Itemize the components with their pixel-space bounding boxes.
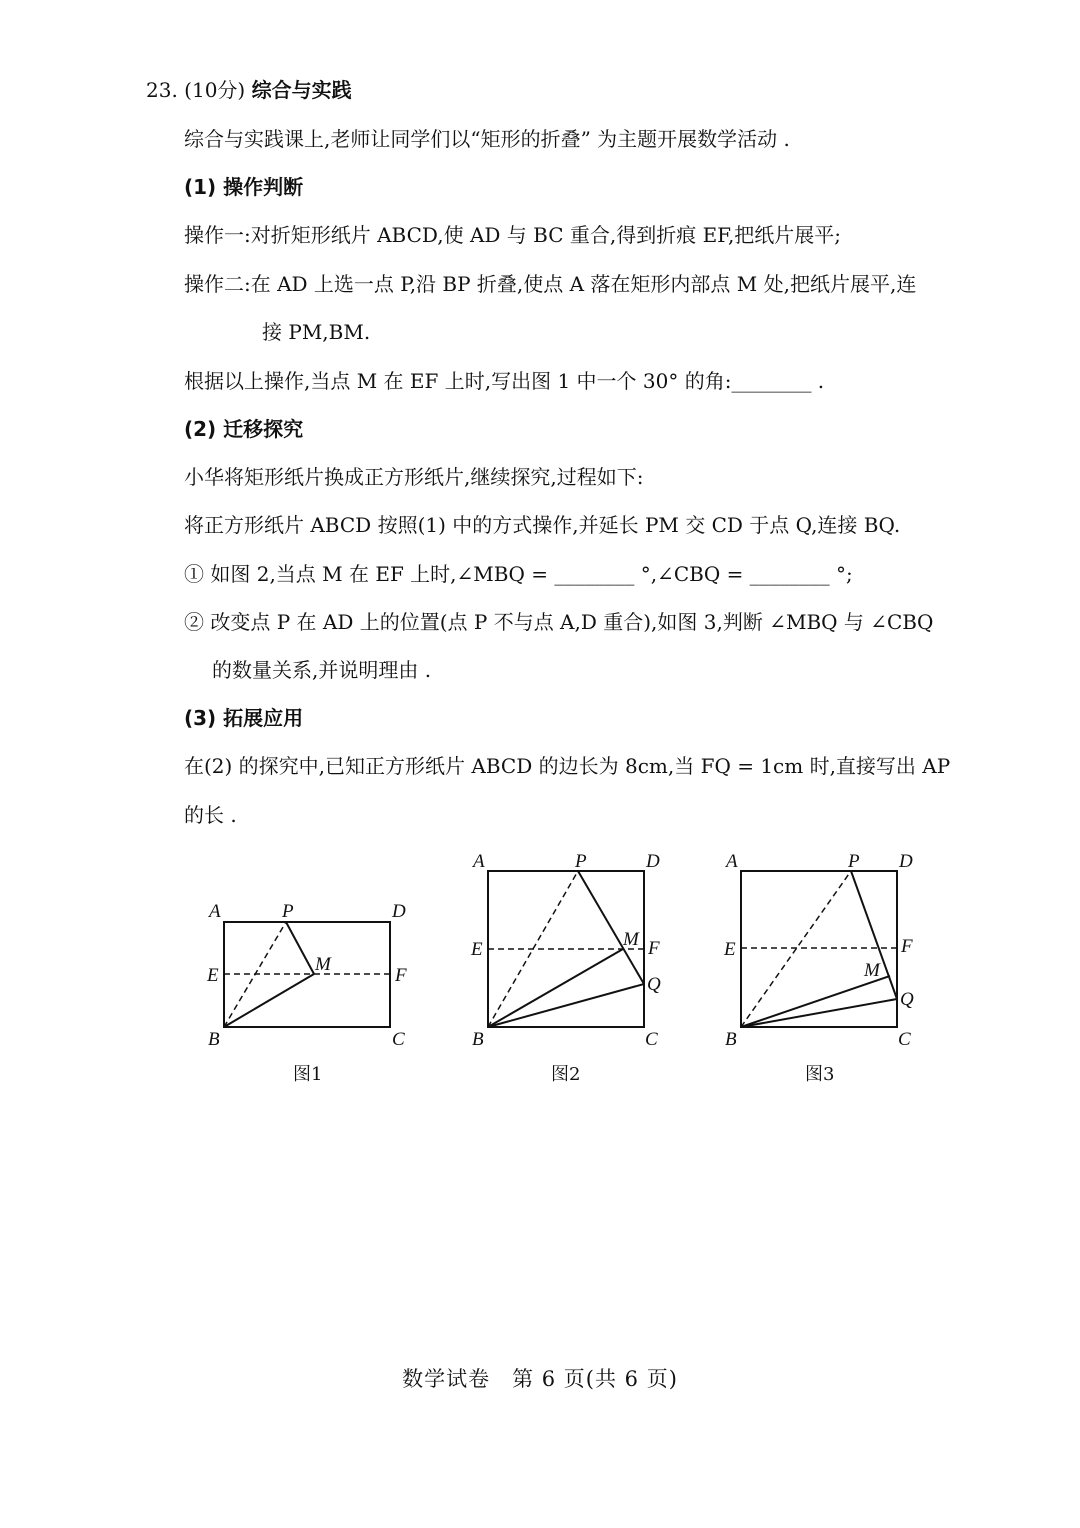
figure-2-caption: 图2 — [551, 1064, 581, 1085]
fold-line-bp — [741, 871, 851, 1027]
operation-two-cont: 接 PM,BM. — [262, 320, 371, 344]
question-2-1: ① 如图 2,当点 M 在 EF 上时,∠MBQ = ________ °,∠CBQ = ________ °; — [184, 562, 853, 586]
part3-title: (3) 拓展应用 — [184, 706, 304, 730]
label-a: A — [726, 851, 738, 872]
intro-text: 综合与实践课上,老师让同学们以“矩形的折叠” 为主题开展数学活动 . — [184, 127, 790, 151]
question-3: 在(2) 的探究中,已知正方形纸片 ABCD 的边长为 8cm,当 FQ = 1cm 时,直接写出 AP — [184, 754, 951, 778]
question-number: 23. (10分) — [146, 78, 246, 102]
part2-title: (2) 迁移探究 — [184, 417, 304, 441]
label-f: F — [395, 965, 407, 986]
label-p: P — [575, 851, 587, 872]
segment-pq — [578, 871, 644, 984]
label-e: E — [471, 939, 483, 960]
label-a: A — [473, 851, 485, 872]
label-m: M — [315, 954, 331, 975]
figure-1-caption: 图1 — [293, 1064, 323, 1085]
figure-3 — [718, 845, 928, 1055]
figure-2 — [465, 845, 675, 1055]
label-c: C — [392, 1029, 405, 1050]
label-b: B — [725, 1029, 737, 1050]
part2-intro: 小华将矩形纸片换成正方形纸片,继续探究,过程如下: — [184, 465, 644, 489]
label-q: Q — [900, 989, 914, 1010]
label-d: D — [392, 901, 406, 922]
figure-3-caption: 图3 — [805, 1064, 835, 1085]
label-p: P — [848, 851, 860, 872]
label-f: F — [648, 938, 660, 959]
part1-title: (1) 操作判断 — [184, 175, 304, 199]
question-header — [146, 76, 352, 104]
label-p: P — [282, 901, 294, 922]
segment-bq — [741, 999, 897, 1027]
question-2-2: ② 改变点 P 在 AD 上的位置(点 P 不与点 A,D 重合),如图 3,判断 ∠MBQ 与 ∠CBQ — [184, 610, 934, 634]
segment-bq — [488, 984, 644, 1027]
label-e: E — [724, 939, 736, 960]
figure-1 — [200, 895, 420, 1055]
label-m: M — [864, 960, 880, 981]
label-d: D — [646, 851, 660, 872]
label-f: F — [901, 936, 913, 957]
label-q: Q — [647, 974, 661, 995]
part2-operation: 将正方形纸片 ABCD 按照(1) 中的方式操作,并延长 PM 交 CD 于点 Q,连接 BQ. — [184, 513, 901, 537]
segment-bm — [224, 974, 314, 1027]
label-b: B — [208, 1029, 220, 1050]
question-2-2-cont: 的数量关系,并说明理由 . — [212, 658, 432, 682]
label-c: C — [645, 1029, 658, 1050]
label-b: B — [472, 1029, 484, 1050]
label-m: M — [623, 929, 639, 950]
label-a: A — [209, 901, 221, 922]
question-title: 综合与实践 — [251, 78, 352, 102]
segment-bm — [488, 949, 623, 1027]
operation-two: 操作二:在 AD 上选一点 P,沿 BP 折叠,使点 A 落在矩形内部点 M 处,把纸片展平,连 — [184, 272, 917, 296]
question-3-cont: 的长 . — [184, 803, 237, 827]
page-footer: 数学试卷 第 6 页(共 6 页) — [402, 1367, 678, 1391]
question-1: 根据以上操作,当点 M 在 EF 上时,写出图 1 中一个 30° 的角:________ . — [184, 369, 825, 393]
operation-one: 操作一:对折矩形纸片 ABCD,使 AD 与 BC 重合,得到折痕 EF,把纸片展平; — [184, 223, 842, 247]
label-e: E — [207, 965, 219, 986]
label-c: C — [898, 1029, 911, 1050]
segment-pm — [286, 922, 314, 974]
segment-bm — [741, 976, 890, 1027]
label-d: D — [899, 851, 913, 872]
